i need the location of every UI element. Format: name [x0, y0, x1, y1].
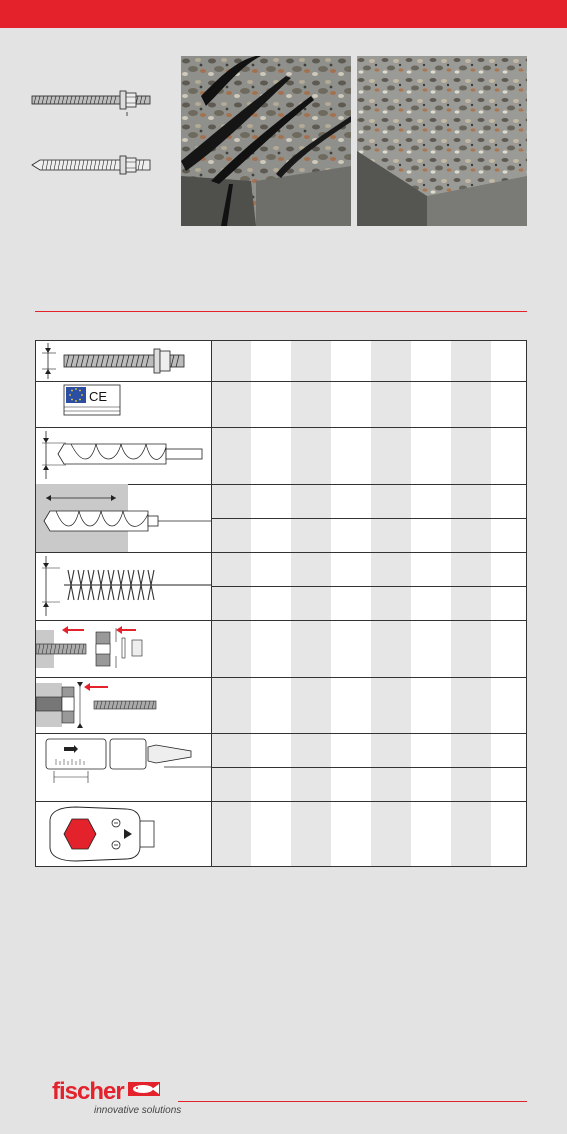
threaded-rod-icon [30, 88, 155, 123]
pointed-threaded-rod-icon [30, 153, 155, 186]
table-column-divider [211, 341, 212, 866]
table-row-divider [211, 586, 526, 587]
drill-hole-depth-icon [36, 484, 211, 552]
cleaning-brush-icon [36, 552, 211, 620]
table-row-divider [211, 518, 526, 519]
fischer-logo [52, 1080, 181, 1116]
footer-divider [178, 1101, 527, 1102]
setting-depth-gauge-icon [36, 733, 211, 801]
cracked-concrete-photo [181, 56, 351, 226]
socket-wrench-icon [36, 801, 211, 867]
table-row-divider [211, 767, 526, 768]
through-fixing-icon [36, 677, 211, 733]
table-column [371, 341, 411, 866]
brand-tagline: innovative solutions [94, 1105, 182, 1116]
drill-bit-icon [36, 427, 211, 484]
fixture-clearance-icon [36, 620, 211, 677]
top-red-bar [0, 0, 567, 28]
ce-mark: CE [89, 389, 108, 404]
table-column [451, 341, 491, 866]
technical-data-table [35, 340, 527, 867]
non-cracked-concrete-photo [357, 56, 527, 226]
brand-name: fischer [52, 1078, 124, 1105]
threaded-rod-icon [36, 341, 211, 381]
european-technical-approval-ce-icon [36, 381, 211, 427]
table-column [211, 341, 251, 866]
table-column [291, 341, 331, 866]
section-divider [35, 311, 527, 312]
fish-emblem-icon [128, 1082, 160, 1101]
